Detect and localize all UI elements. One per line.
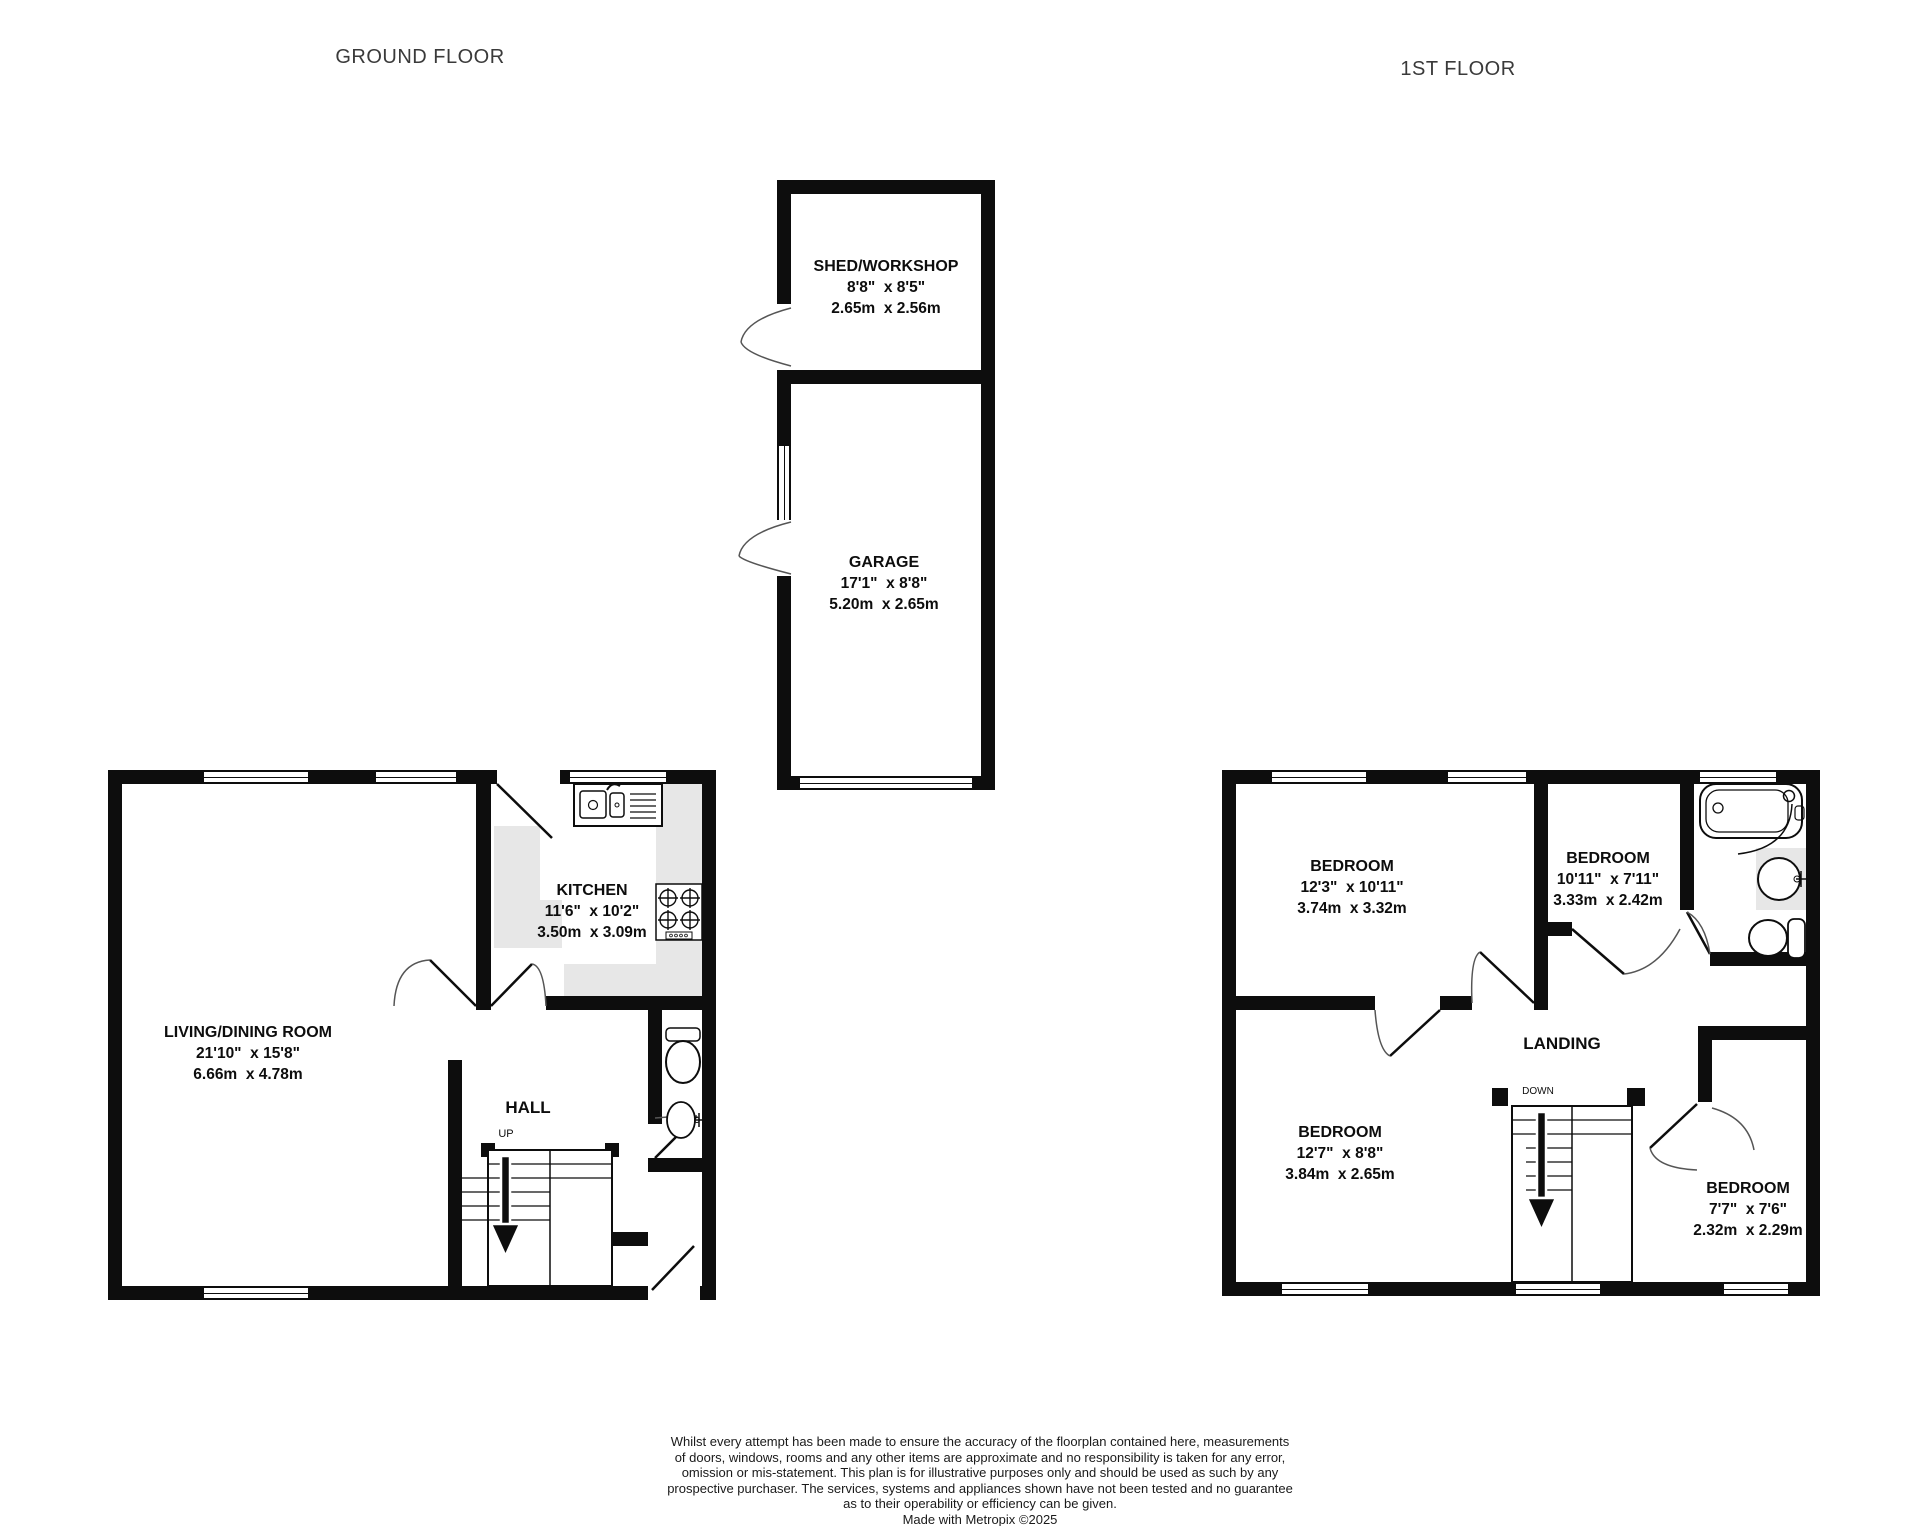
room-label-kitchen: KITCHEN 11'6" x 10'2" 3.50m x 3.09m bbox=[537, 882, 647, 941]
kitchen-counter bbox=[494, 826, 540, 900]
wall bbox=[600, 1232, 648, 1246]
room-label-shed: SHED/WORKSHOP 8'8" x 8'5" 2.65m x 2.56m bbox=[813, 258, 959, 317]
door-leaf bbox=[550, 1116, 697, 1290]
basin-pad bbox=[1756, 848, 1806, 910]
wall bbox=[1222, 770, 1236, 1296]
wall bbox=[1710, 952, 1806, 966]
room-label-bedroom1: BEDROOM 12'3" x 10'11" 3.74m x 3.32m bbox=[1297, 858, 1407, 917]
room-label-bedroom2: BEDROOM 10'11" x 7'11" 3.33m x 2.42m bbox=[1553, 850, 1663, 909]
kitchen-sink-icon bbox=[574, 784, 662, 826]
wall bbox=[476, 770, 491, 1010]
window bbox=[204, 1286, 308, 1300]
door-gap bbox=[497, 770, 560, 784]
wall bbox=[1440, 996, 1472, 1010]
toilet-icon bbox=[666, 1028, 700, 1083]
door-gap bbox=[777, 304, 791, 370]
down-arrow bbox=[1527, 1112, 1556, 1230]
window bbox=[1272, 770, 1366, 784]
wall bbox=[648, 996, 662, 1124]
wall bbox=[981, 180, 995, 790]
garage-door bbox=[800, 776, 972, 790]
wall bbox=[1698, 1026, 1712, 1102]
wall bbox=[108, 770, 122, 1300]
wall bbox=[1548, 922, 1572, 936]
wall bbox=[702, 770, 716, 1300]
window bbox=[570, 770, 666, 784]
metropix-credit: Made with Metropix ©2025 bbox=[902, 1511, 1058, 1526]
gf-stairs bbox=[462, 1150, 612, 1286]
wall bbox=[1806, 770, 1820, 1296]
wall bbox=[1512, 1106, 1526, 1282]
wall bbox=[1680, 770, 1694, 910]
window bbox=[376, 770, 456, 784]
stairs-up-label: UP bbox=[498, 1128, 514, 1140]
disclaimer-text: Whilst every attempt has been made to ensure the accuracy of the floorplan contained here, measurements of doors, windows, rooms and any other items are approximate and no responsibility is taken for any error, omission or mis-statement. This plan is for illustrative purposes only and should be used as such by any prospective purchaser. The services, systems and appliances shown have not been tested and no guarantee as to their operability or efficiency can be given. Made with Metropix ©2025 bbox=[560, 1434, 1400, 1526]
door-gap bbox=[648, 1286, 700, 1300]
wall bbox=[605, 1143, 619, 1157]
wall bbox=[546, 996, 716, 1010]
room-label-bedroom3: BEDROOM 12'7" x 8'8" 3.84m x 2.65m bbox=[1285, 1124, 1395, 1183]
room-label-living: LIVING/DINING ROOM 21'10" x 15'8" 6.66m x 4.78m bbox=[164, 1024, 332, 1083]
stairs-down-label: DOWN bbox=[1522, 1086, 1554, 1097]
bathtub-icon bbox=[1700, 784, 1804, 854]
up-arrow bbox=[491, 1156, 520, 1256]
window bbox=[1282, 1282, 1368, 1296]
wall bbox=[1698, 1026, 1806, 1040]
window bbox=[1516, 1282, 1600, 1296]
door-arc bbox=[394, 960, 546, 1006]
window bbox=[1724, 1282, 1788, 1296]
first-floor-title: 1ST FLOOR bbox=[1400, 58, 1516, 80]
window bbox=[204, 770, 308, 784]
room-label-garage: GARAGE 17'1" x 8'8" 5.20m x 2.65m bbox=[829, 554, 939, 613]
room-label-landing: LANDING bbox=[1523, 1034, 1601, 1053]
ff-stairs bbox=[1512, 1106, 1632, 1282]
room-label-bedroom4: BEDROOM 7'7" x 7'6" 2.32m x 2.29m bbox=[1693, 1180, 1803, 1239]
room-label-hall: HALL bbox=[505, 1098, 551, 1117]
basin-icon bbox=[667, 1102, 703, 1138]
wall bbox=[1492, 1088, 1508, 1106]
wall bbox=[1222, 996, 1375, 1010]
window bbox=[777, 446, 791, 520]
wall bbox=[777, 370, 995, 384]
window bbox=[1700, 770, 1776, 784]
wall bbox=[648, 1158, 716, 1172]
wall bbox=[108, 1286, 716, 1300]
door-gap bbox=[777, 520, 791, 576]
wall bbox=[481, 1143, 495, 1157]
window bbox=[1448, 770, 1526, 784]
wall bbox=[448, 1060, 462, 1300]
wall bbox=[1627, 1088, 1645, 1106]
wall bbox=[1534, 770, 1548, 1010]
kitchen-counter bbox=[564, 964, 702, 996]
wall bbox=[777, 180, 995, 194]
ground-floor-title: GROUND FLOOR bbox=[335, 46, 505, 68]
